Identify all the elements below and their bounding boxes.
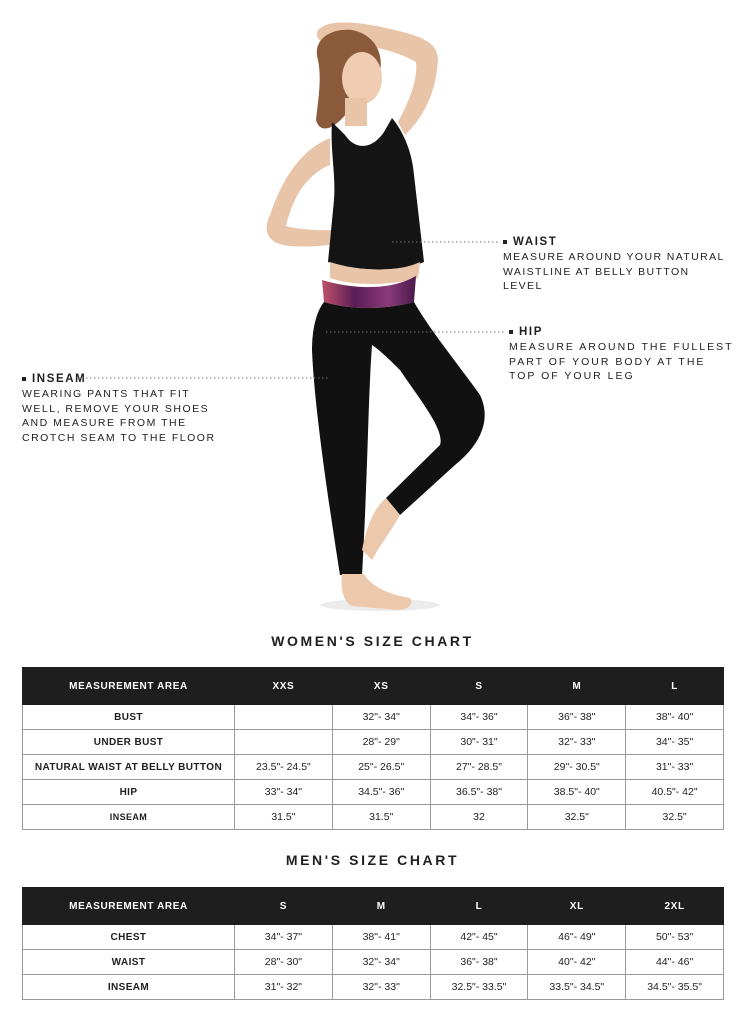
column-header: MEASUREMENT AREA — [23, 668, 235, 705]
column-header: S — [235, 888, 333, 925]
table-row — [23, 950, 724, 975]
table-row — [23, 755, 724, 780]
table-cell: 36"- 38" — [528, 705, 626, 730]
table-cell: 33"- 34" — [235, 780, 333, 805]
table-cell: 38"- 41" — [332, 925, 430, 950]
column-header: L — [626, 668, 724, 705]
inseam-callout-description: WEARING PANTS THAT FIT WELL, REMOVE YOUR SHOES AND MEASURE FROM THE CROTCH SEAM TO THE FLOOR — [22, 388, 216, 444]
column-header: 2XL — [626, 888, 724, 925]
table-cell: CHEST — [23, 925, 235, 950]
table-cell: 36"- 38" — [430, 950, 528, 975]
waist-callout-title: WAIST — [513, 236, 558, 248]
mens-size-chart-title: MEN'S SIZE CHART — [285, 852, 460, 868]
table-cell: 34"- 35" — [626, 730, 724, 755]
table-row — [23, 975, 724, 1000]
table-cell: INSEAM — [23, 975, 235, 1000]
table-cell: 34"- 36" — [430, 705, 528, 730]
model-standing-foot — [341, 574, 411, 610]
table-cell: 40"- 42" — [528, 950, 626, 975]
table-cell: 38.5"- 40" — [528, 780, 626, 805]
table-cell: UNDER BUST — [23, 730, 235, 755]
table-cell: 32.5"- 33.5" — [430, 975, 528, 1000]
table-row — [23, 730, 724, 755]
inseam-callout-title: INSEAM — [32, 373, 87, 385]
column-header: S — [430, 668, 528, 705]
table-cell: 42"- 45" — [430, 925, 528, 950]
table-cell: 29"- 30.5" — [528, 755, 626, 780]
table-header-row — [23, 668, 724, 705]
table-cell: 34.5"- 36" — [332, 780, 430, 805]
mens-size-table — [22, 887, 724, 1000]
table-cell: 32"- 34" — [332, 705, 430, 730]
table-cell — [235, 705, 333, 730]
column-header: XXS — [235, 668, 333, 705]
table-cell: 40.5"- 42" — [626, 780, 724, 805]
table-cell: 50"- 53" — [626, 925, 724, 950]
model-leggings — [312, 302, 485, 575]
table-cell: 32"- 34" — [332, 950, 430, 975]
model-face — [342, 52, 382, 104]
table-row — [23, 805, 724, 830]
table-cell: WAIST — [23, 950, 235, 975]
table-cell: 44"- 46" — [626, 950, 724, 975]
table-cell: 31.5" — [235, 805, 333, 830]
table-cell: 32 — [430, 805, 528, 830]
table-cell: 32"- 33" — [528, 730, 626, 755]
table-cell: 31"- 32" — [235, 975, 333, 1000]
table-cell — [235, 730, 333, 755]
inseam-callout — [22, 373, 222, 445]
table-cell: 23.5"- 24.5" — [235, 755, 333, 780]
column-header: MEASUREMENT AREA — [23, 888, 235, 925]
table-cell: 28"- 30" — [235, 950, 333, 975]
table-cell: 38"- 40" — [626, 705, 724, 730]
table-row — [23, 705, 724, 730]
hip-callout-title: HIP — [519, 326, 543, 338]
hip-callout — [509, 326, 734, 384]
table-cell: 34"- 37" — [235, 925, 333, 950]
table-cell: 36.5"- 38" — [430, 780, 528, 805]
column-header: L — [430, 888, 528, 925]
table-cell: 46"- 49" — [528, 925, 626, 950]
waist-callout-description: MEASURE AROUND YOUR NATURAL WAISTLINE AT BELLY BUTTON LEVEL — [503, 251, 725, 292]
womens-size-chart-title: WOMEN'S SIZE CHART — [271, 633, 474, 649]
bullet-square-icon — [509, 330, 513, 334]
bullet-square-icon — [503, 240, 507, 244]
model-tank-top — [328, 118, 424, 270]
table-cell: 32"- 33" — [332, 975, 430, 1000]
table-cell: 27"- 28.5" — [430, 755, 528, 780]
table-cell: 31.5" — [332, 805, 430, 830]
column-header: M — [528, 668, 626, 705]
column-header: XS — [332, 668, 430, 705]
table-row — [23, 780, 724, 805]
table-cell: 33.5"- 34.5" — [528, 975, 626, 1000]
table-header-row — [23, 888, 724, 925]
table-cell: HIP — [23, 780, 235, 805]
column-header: XL — [528, 888, 626, 925]
table-cell: 34.5"- 35.5" — [626, 975, 724, 1000]
womens-size-table — [22, 667, 724, 830]
hip-callout-description: MEASURE AROUND THE FULLEST PART OF YOUR BODY AT THE TOP OF YOUR LEG — [509, 341, 734, 382]
table-cell: 28"- 29" — [332, 730, 430, 755]
model-neck — [345, 98, 367, 126]
table-cell: BUST — [23, 705, 235, 730]
table-cell: 30"- 31" — [430, 730, 528, 755]
table-cell: 32.5" — [626, 805, 724, 830]
table-cell: NATURAL WAIST AT BELLY BUTTON — [23, 755, 235, 780]
bullet-square-icon — [22, 377, 26, 381]
table-cell: 25"- 26.5" — [332, 755, 430, 780]
column-header: M — [332, 888, 430, 925]
table-row — [23, 925, 724, 950]
table-cell: 32.5" — [528, 805, 626, 830]
table-cell: INSEAM — [23, 805, 235, 830]
waist-callout — [503, 236, 733, 294]
table-cell: 31"- 33" — [626, 755, 724, 780]
